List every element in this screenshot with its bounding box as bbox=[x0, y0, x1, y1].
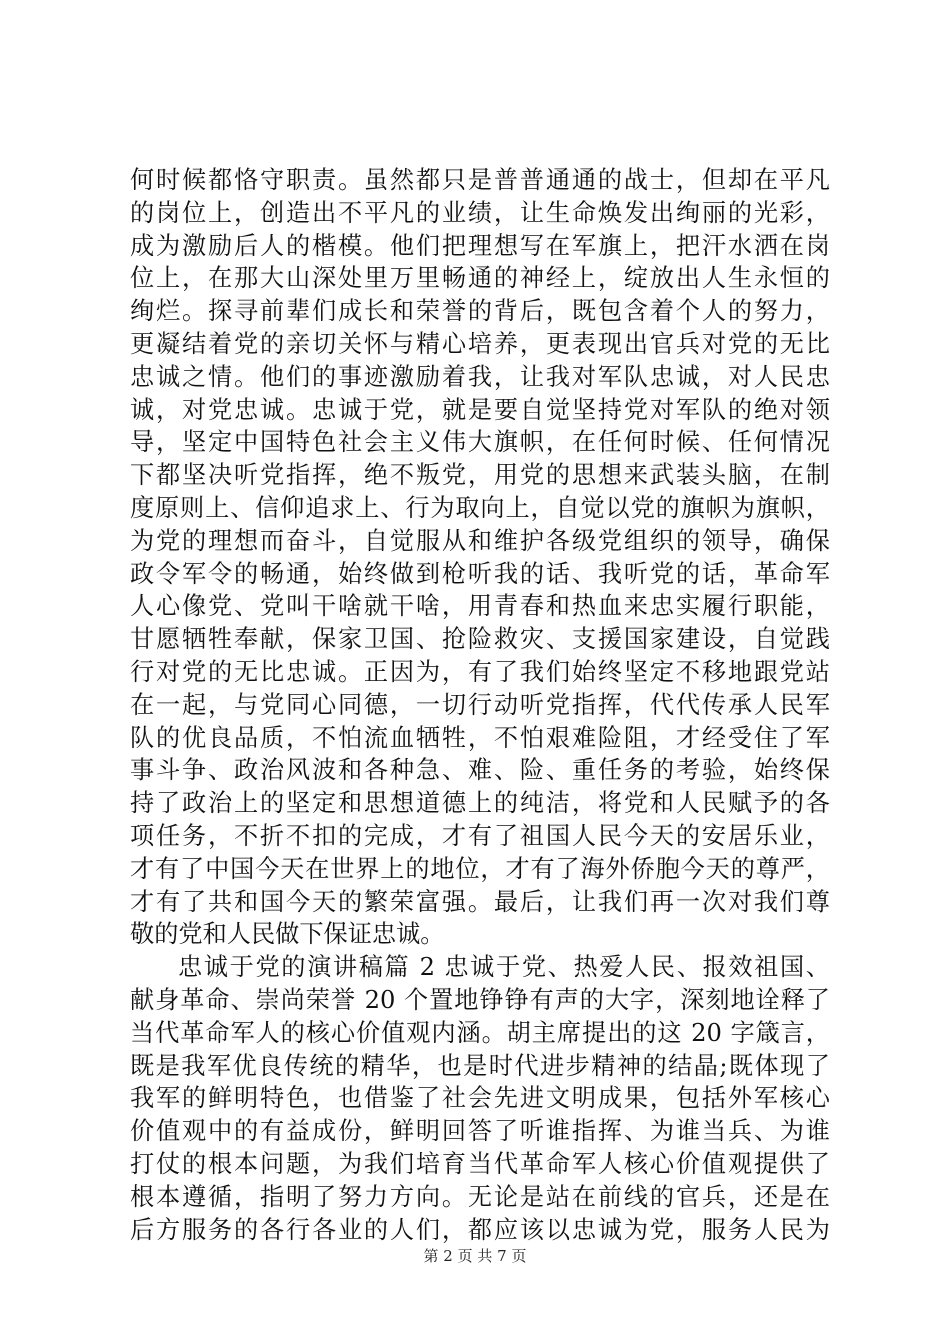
text-line: 甘愿牺牲奉献，保家卫国、抢险救灾、支援国家建设，自觉践 bbox=[130, 625, 830, 654]
text-line: 政令军令的畅通，始终做到枪听我的话、我听党的话，革命军 bbox=[130, 559, 830, 588]
page-footer: 第 2 页 共 7 页 bbox=[423, 1247, 527, 1265]
text-line: 后方服务的各行各业的人们，都应该以忠诚为党，服务人民为 bbox=[130, 1215, 830, 1244]
text-line: 绚烂。探寻前辈们成长和荣誉的背后，既包含着个人的努力， bbox=[130, 297, 830, 326]
text-line: 敬的党和人民做下保证忠诚。 bbox=[130, 920, 445, 949]
body-text bbox=[130, 164, 830, 1246]
text-line: 事斗争、政治风波和各种急、难、险、重任务的考验，始终保 bbox=[130, 756, 830, 785]
text-line: 持了政治上的坚定和思想道德上的纯洁，将党和人民赋予的各 bbox=[130, 789, 830, 818]
text-line: 才有了中国今天在世界上的地位，才有了海外侨胞今天的尊严， bbox=[130, 854, 830, 883]
text-line: 诚，对党忠诚。忠诚于党，就是要自觉坚持党对军队的绝对领 bbox=[130, 395, 830, 424]
text-line: 行对党的无比忠诚。正因为，有了我们始终坚定不移地跟党站 bbox=[130, 657, 830, 686]
text-line: 的岗位上，创造出不平凡的业绩，让生命焕发出绚丽的光彩， bbox=[130, 198, 830, 227]
text-line: 既是我军优良传统的精华，也是时代进步精神的结晶;既体现了 bbox=[130, 1051, 830, 1080]
text-line: 在一起，与党同心同德，一切行动听党指挥，代代传承人民军 bbox=[130, 690, 830, 719]
text-line: 导，坚定中国特色社会主义伟大旗帜，在任何时候、任何情况 bbox=[130, 428, 830, 457]
text-line: 献身革命、崇尚荣誉 20 个置地铮铮有声的大字，深刻地诠释了 bbox=[130, 985, 830, 1014]
paragraph bbox=[130, 164, 830, 951]
text-line: 队的优良品质，不怕流血牺牲，不怕艰难险阻，才经受住了军 bbox=[130, 723, 830, 752]
text-line: 更凝结着党的亲切关怀与精心培养，更表现出官兵对党的无比 bbox=[130, 329, 830, 358]
text-line: 项任务，不折不扣的完成，才有了祖国人民今天的安居乐业， bbox=[130, 821, 830, 850]
text-line: 价值观中的有益成份，鲜明回答了听谁指挥、为谁当兵、为谁 bbox=[130, 1117, 830, 1146]
text-line: 根本遵循，指明了努力方向。无论是站在前线的官兵，还是在 bbox=[130, 1182, 830, 1211]
text-line: 为党的理想而奋斗，自觉服从和维护各级党组织的领导，确保 bbox=[130, 526, 830, 555]
text-line: 何时候都恪守职责。虽然都只是普普通通的战士，但却在平凡 bbox=[130, 166, 830, 194]
text-line: 当代革命军人的核心价值观内涵。胡主席提出的这 20 字箴言， bbox=[130, 1018, 830, 1047]
text-line: 人心像党、党叫干啥就干啥，用青春和热血来忠实履行职能， bbox=[130, 592, 830, 621]
text-line: 度原则上、信仰追求上、行为取向上，自觉以党的旗帜为旗帜， bbox=[130, 493, 830, 522]
text-line: 我军的鲜明特色，也借鉴了社会先进文明成果，包括外军核心 bbox=[130, 1084, 830, 1113]
paragraph bbox=[130, 951, 830, 1246]
text-line: 成为激励后人的楷模。他们把理想写在军旗上，把汗水洒在岗 bbox=[130, 231, 830, 260]
text-line: 才有了共和国今天的繁荣富强。最后，让我们再一次对我们尊 bbox=[130, 887, 830, 916]
text-line: 忠诚之情。他们的事迹激励着我，让我对军队忠诚，对人民忠 bbox=[130, 362, 830, 391]
text-line: 下都坚决听党指挥，绝不叛党，用党的思想来武装头脑，在制 bbox=[130, 461, 830, 490]
text-line: 位上，在那大山深处里万里畅通的神经上，绽放出人生永恒的 bbox=[130, 264, 830, 293]
text-line: 打仗的根本问题，为我们培育当代革命军人核心价值观提供了 bbox=[130, 1149, 830, 1178]
text-line: 忠诚于党的演讲稿篇 2 忠诚于党、热爱人民、报效祖国、 bbox=[178, 953, 830, 982]
